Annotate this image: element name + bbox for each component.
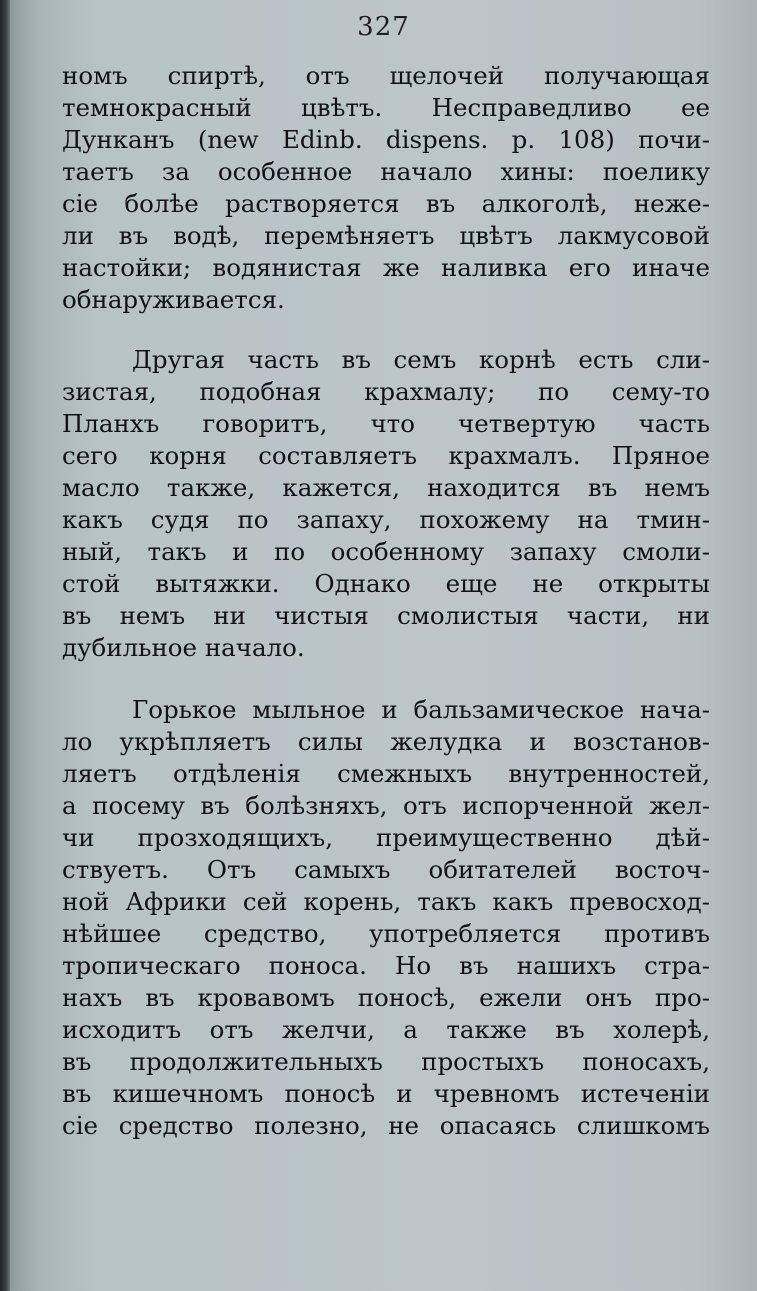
text-line: ной Африки сей корень, такъ какъ превосход- xyxy=(62,887,710,916)
text-line: нахъ въ кровавомъ поносѣ, ежели онъ про- xyxy=(62,983,710,1012)
text-line: въ немъ ни чистыя смолистыя части, ни xyxy=(62,601,710,630)
text-line: исходитъ отъ желчи, а также въ холерѣ, xyxy=(62,1015,710,1044)
paragraph-3 xyxy=(62,694,710,1142)
text-line: Дунканъ (new Edinb. dispens. p. 108) почи- xyxy=(62,125,710,154)
text-line: темнокрасный цвѣтъ. Несправедливо ее xyxy=(62,93,710,122)
text-line: ло укрѣпляетъ силы желудка и возстанов- xyxy=(62,727,710,756)
text-line: въ кишечномъ поносѣ и чревномъ истеченіи xyxy=(62,1079,710,1108)
text-line: чи прозходящихъ, преимущественно дѣй- xyxy=(62,823,710,852)
book-page xyxy=(10,0,757,1291)
text-line: ляетъ отдѣленія смежныхъ внутренностей, xyxy=(62,759,710,788)
text-line: ли въ водѣ, перемѣняетъ цвѣтъ лакмусовой xyxy=(62,221,710,250)
paragraph-2 xyxy=(62,344,710,664)
page-number: 327 xyxy=(357,12,410,42)
text-line: тропическаго поноса. Но въ нашихъ стра- xyxy=(62,951,710,980)
text-line: Горькое мыльное и бальзамическое нача- xyxy=(132,695,710,724)
text-line: сіе средство полезно, не опасаясь слишкомъ xyxy=(62,1111,710,1140)
text-line: таетъ за особенное начало хины: поелику xyxy=(62,157,710,186)
text-line: нѣйшее средство, употребляется противъ xyxy=(62,919,710,948)
text-line: а посему въ болѣзняхъ, отъ испорченной жел- xyxy=(62,791,710,820)
text-line: сіе болѣе растворяется въ алкоголѣ, нежe- xyxy=(62,189,710,218)
text-line: какъ судя по запаху, похожему на тмин- xyxy=(62,505,710,534)
text-line: Другая часть въ семъ корнѣ есть сли- xyxy=(132,345,710,374)
text-line: въ продолжительныхъ простыхъ поносахъ, xyxy=(62,1047,710,1076)
text-line: ствуетъ. Отъ самыхъ обитателей восточ- xyxy=(62,855,710,884)
text-line: зистая, подобная крахмалу; по сему-то xyxy=(62,377,710,406)
text-line: обнаруживается. xyxy=(62,285,285,314)
text-line: номъ спиртѣ, отъ щелочей получающая xyxy=(62,61,710,90)
text-line: ный, такъ и по особенному запаху смоли- xyxy=(62,537,710,566)
text-line: сего корня составляетъ крахмалъ. Пряное xyxy=(62,441,710,470)
text-line: настойки; водянистая же наливка его иначе xyxy=(62,253,710,282)
text-line: стой вытяжки. Однако еще не открыты xyxy=(62,569,710,598)
text-line: дубильное начало. xyxy=(62,633,305,662)
text-line: Планхъ говоритъ, что четвертую часть xyxy=(62,409,710,438)
paragraph-1 xyxy=(62,60,710,316)
text-line: масло также, кажется, находится въ немъ xyxy=(62,473,710,502)
book-gutter xyxy=(0,0,10,1291)
